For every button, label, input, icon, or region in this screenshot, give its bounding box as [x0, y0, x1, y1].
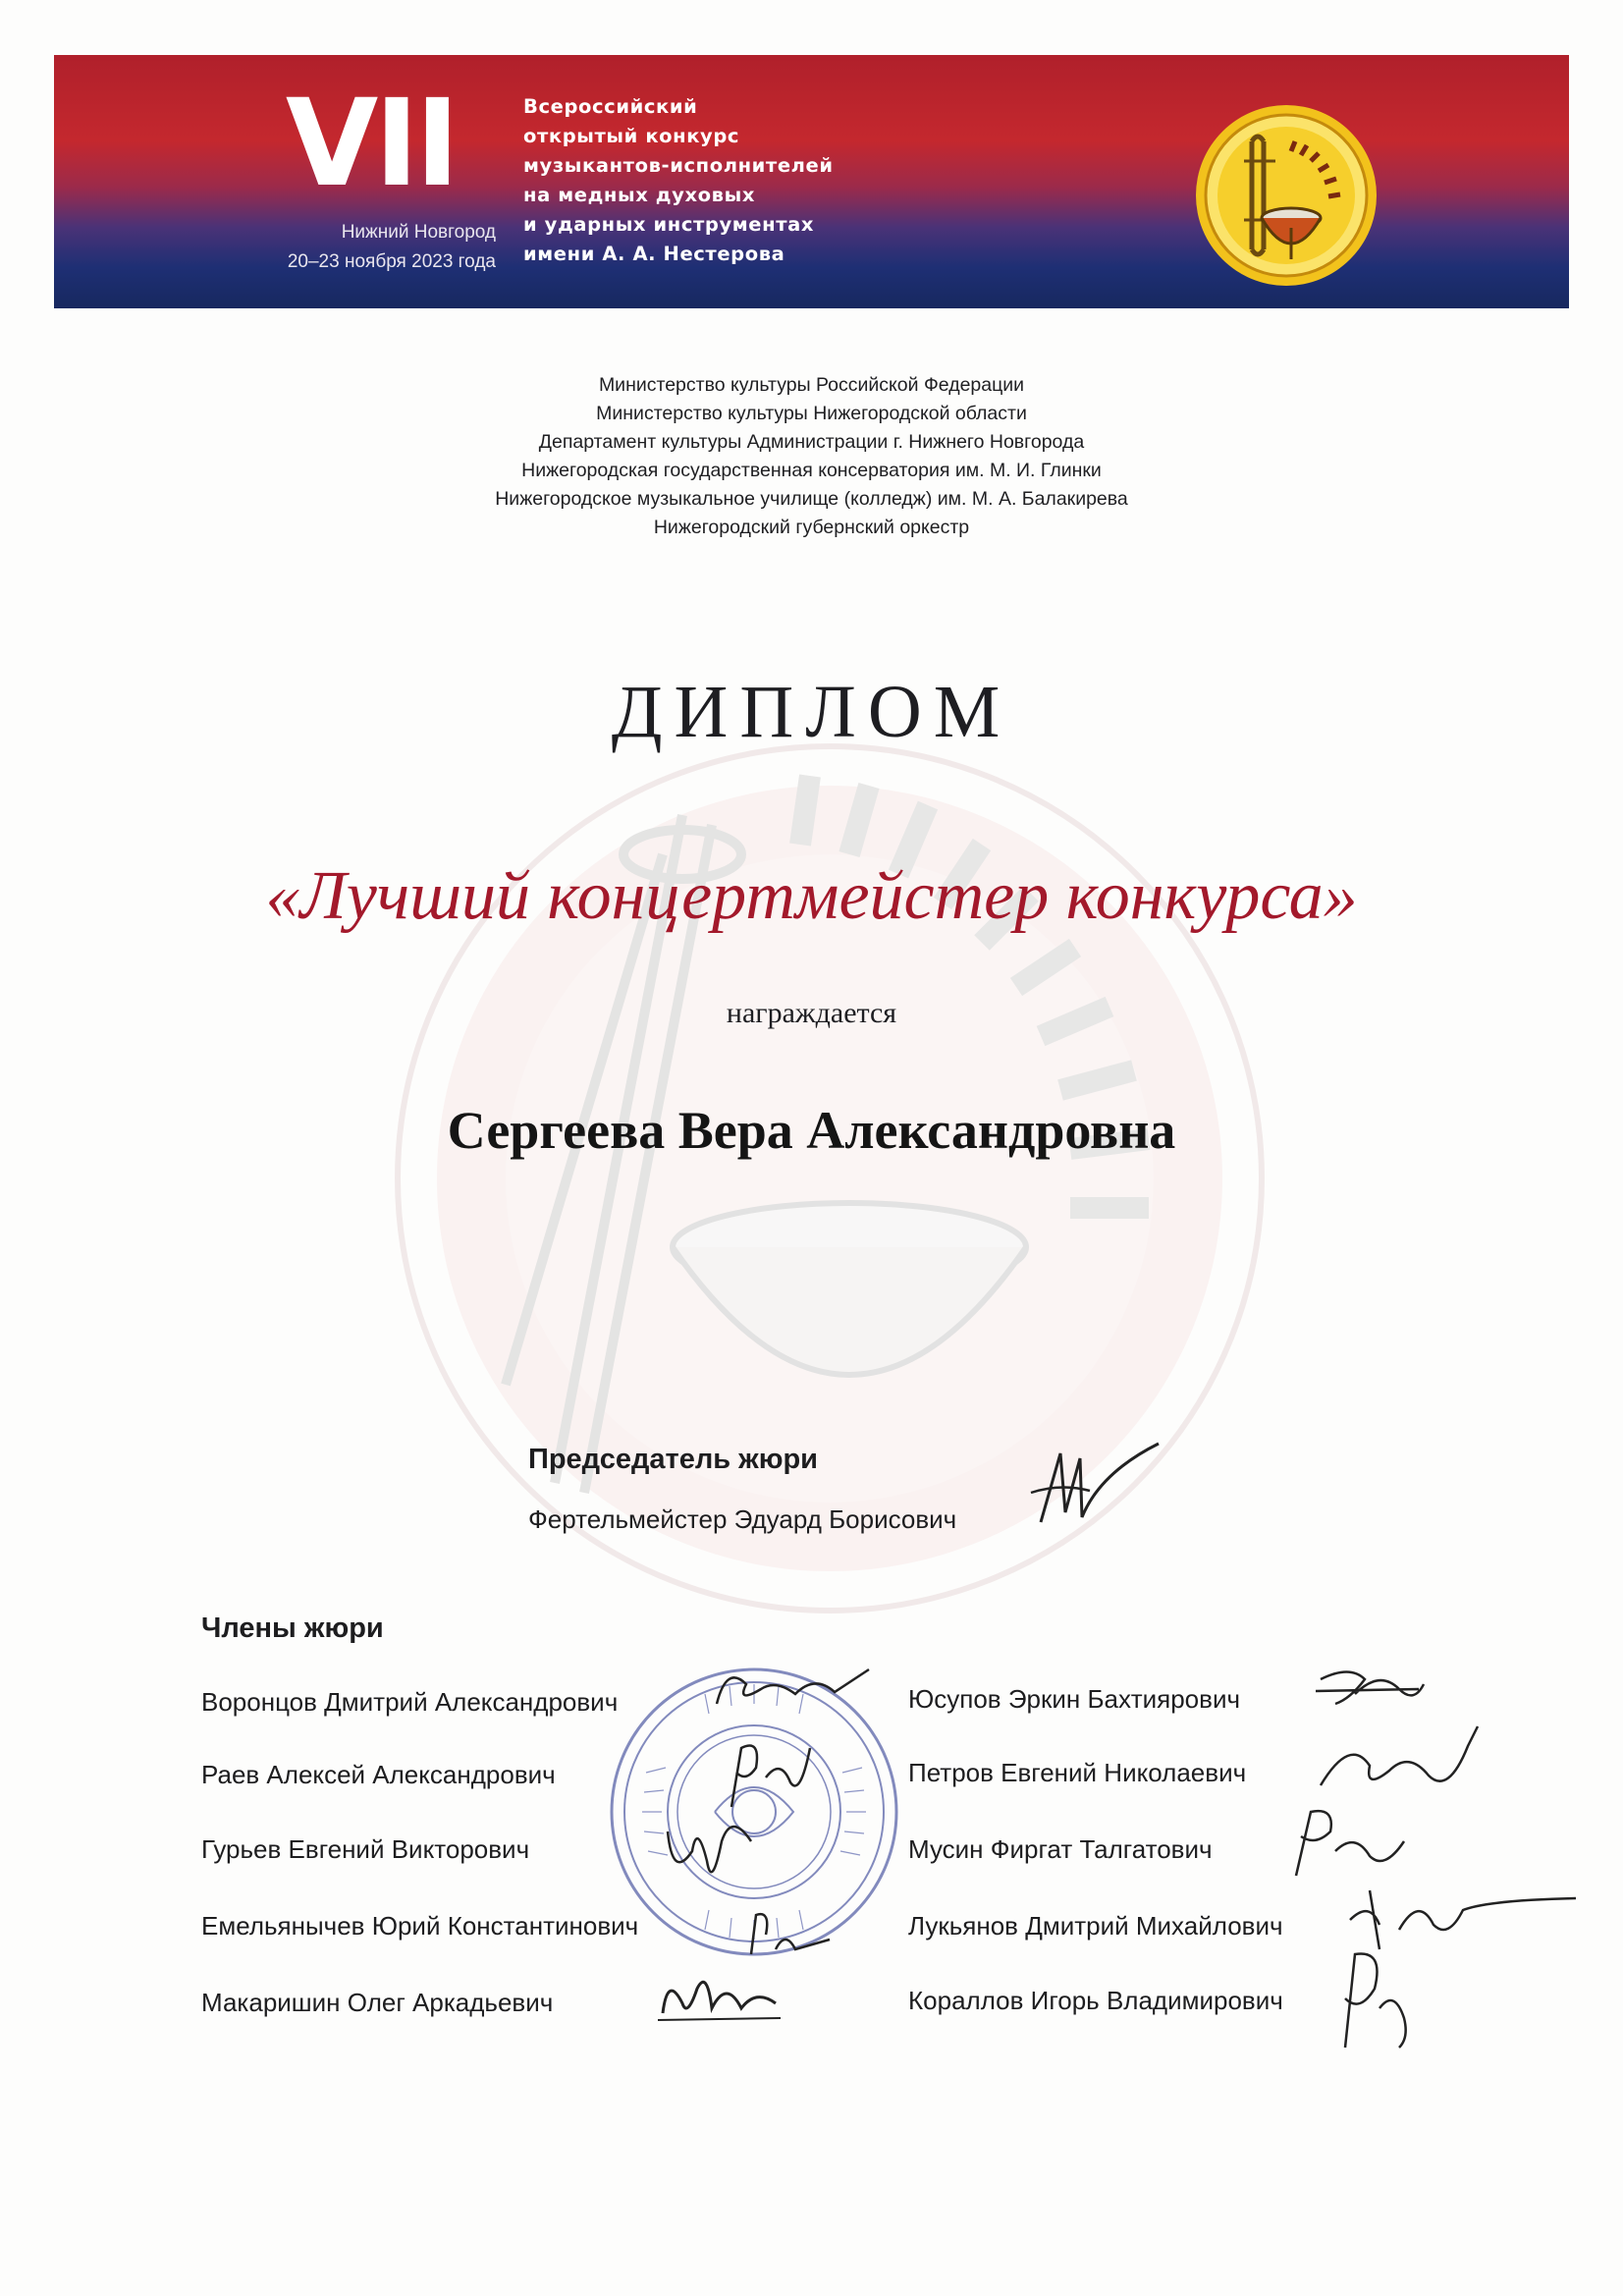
- organizer-line: Нижегородское музыкальное училище (колледж) им. М. А. Балакирева: [495, 488, 1128, 510]
- signature-icon: [653, 1802, 761, 1895]
- jury-member: Юсупов Эркин Бахтиярович: [908, 1684, 1241, 1714]
- organizer-line: Нижегородская государственная консерватория им. М. И. Глинки: [521, 460, 1102, 481]
- jury-member: Лукьянов Дмитрий Михайлович: [908, 1911, 1283, 1941]
- recipient-name: Сергеева Вера Александровна: [447, 1101, 1176, 1160]
- jury-member: Мусин Фиргат Талгатович: [908, 1834, 1213, 1864]
- competition-title-line: открытый конкурс: [523, 125, 740, 147]
- competition-title-line: и ударных инструментах: [523, 213, 815, 236]
- competition-emblem-icon: [1193, 102, 1380, 289]
- chairman-signature-icon: [1021, 1434, 1168, 1542]
- organizer-line: Министерство культуры Российской Федерации: [598, 374, 1025, 396]
- banner-city: Нижний Новгород: [341, 222, 496, 243]
- competition-title-line: имени А. А. Нестерова: [523, 243, 785, 265]
- competition-title-line: Всероссийский: [523, 95, 698, 118]
- header-banner: [54, 55, 1569, 308]
- jury-chairman-name: Фертельмейстер Эдуард Борисович: [528, 1504, 957, 1534]
- signature-icon: [1316, 1940, 1424, 2057]
- jury-member: Гурьев Евгений Викторович: [201, 1834, 530, 1864]
- jury-member: Макаришин Олег Аркадьевич: [201, 1988, 554, 2017]
- edition-number: VII: [285, 74, 457, 213]
- signature-icon: [1276, 1797, 1424, 1886]
- jury-member: Раев Алексей Александрович: [201, 1760, 556, 1789]
- jury-member: Воронцов Дмитрий Александрович: [201, 1687, 619, 1717]
- jury-member: Кораллов Игорь Владимирович: [908, 1986, 1283, 2015]
- competition-title-line: музыкантов-исполнителей: [523, 154, 834, 177]
- jury-member: Петров Евгений Николаевич: [908, 1758, 1247, 1787]
- signature-icon: [1311, 1660, 1429, 1719]
- organizer-line: Департамент культуры Администрации г. Нижнего Новгорода: [538, 431, 1085, 453]
- signature-icon: [707, 1655, 874, 1723]
- diploma-title: ДИПЛОМ: [611, 671, 1012, 753]
- organizer-line: Министерство культуры Нижегородской области: [596, 403, 1027, 424]
- signature-icon: [648, 1959, 785, 2033]
- banner-dates: 20–23 ноября 2023 года: [287, 251, 496, 272]
- jury-chairman-label: Председатель жюри: [528, 1444, 819, 1475]
- awarded-label: награждается: [726, 997, 897, 1029]
- organizers-list: [295, 371, 1328, 542]
- award-name: «Лучший концертмейстер конкурса»: [265, 858, 1358, 934]
- competition-title: [523, 92, 995, 269]
- competition-title-line: на медных духовых: [523, 184, 755, 206]
- jury-member: Емельянычев Юрий Константинович: [201, 1911, 639, 1941]
- jury-members-label: Члены жюри: [201, 1613, 384, 1644]
- organizer-line: Нижегородский губернский оркестр: [653, 517, 970, 538]
